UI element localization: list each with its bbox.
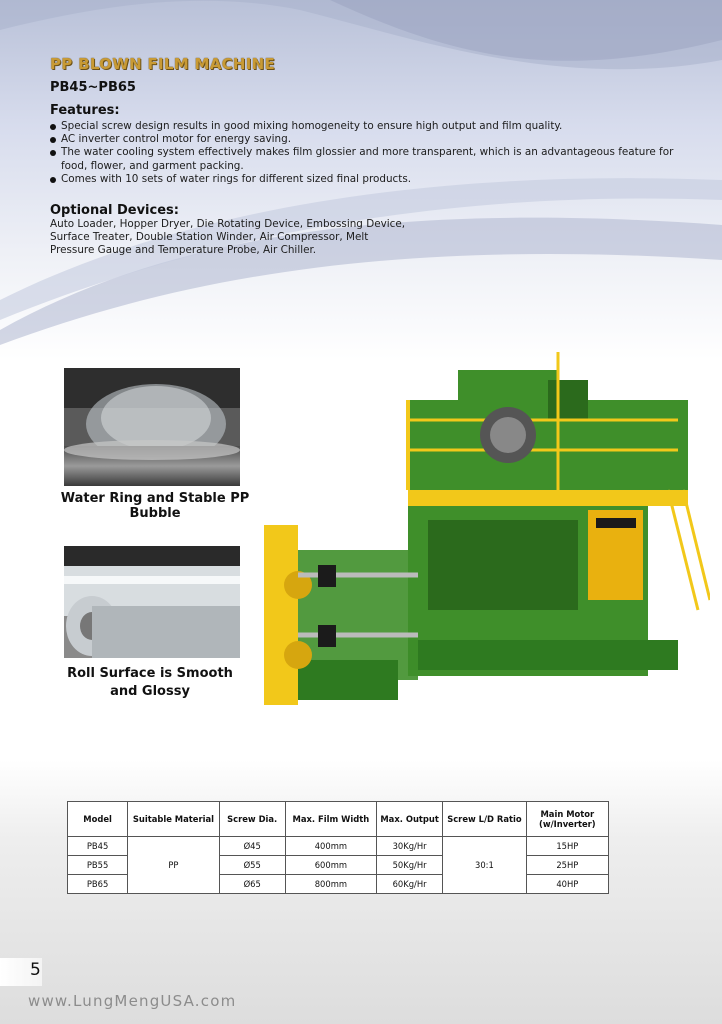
blown-film-machine-image <box>258 340 710 720</box>
website-url[interactable]: www.LungMengUSA.com <box>28 992 237 1010</box>
model-range: PB45~PB65 <box>50 80 136 95</box>
cell-motor: 15HP <box>526 837 608 856</box>
cell-film-width: 600mm <box>285 856 376 875</box>
col-header-motor <box>526 802 608 837</box>
cell-film-width: 400mm <box>285 837 376 856</box>
spec-table <box>67 801 609 894</box>
water-ring-caption: Water Ring and Stable PP Bubble <box>60 491 250 521</box>
roll-photo <box>64 546 240 658</box>
cell-output: 30Kg/Hr <box>377 837 443 856</box>
cell-output: 50Kg/Hr <box>377 856 443 875</box>
roll-caption-line2: and Glossy <box>110 684 190 699</box>
optional-devices-text: Auto Loader, Hopper Dryer, Die Rotating Device, Embossing Device, Surface Treater, Double Station Winder, Air Compressor, Melt Pressure Gauge and Temperature Probe, Air Chiller. <box>50 218 406 257</box>
features-heading: Features: <box>50 103 120 118</box>
col-header-film-width: Max. Film Width <box>285 802 376 837</box>
cell-model: PB45 <box>68 837 128 856</box>
cell-screw-dia: Ø65 <box>219 875 285 894</box>
features-list <box>49 120 699 186</box>
cell-screw-dia: Ø45 <box>219 837 285 856</box>
cell-motor: 25HP <box>526 856 608 875</box>
feature-item: Comes with 10 sets of water rings for different sized final products. <box>49 173 699 186</box>
col-header-ld-ratio: Screw L/D Ratio <box>443 802 526 837</box>
table-header-row <box>68 802 609 837</box>
cell-model: PB65 <box>68 875 128 894</box>
cell-ld-ratio: 30:1 <box>443 837 526 894</box>
cell-film-width: 800mm <box>285 875 376 894</box>
col-header-screw-dia: Screw Dia. <box>219 802 285 837</box>
cell-output: 60Kg/Hr <box>377 875 443 894</box>
col-header-material: Suitable Material <box>128 802 220 837</box>
col-header-output: Max. Output <box>377 802 443 837</box>
cell-screw-dia: Ø55 <box>219 856 285 875</box>
cell-model: PB55 <box>68 856 128 875</box>
feature-item: Special screw design results in good mixing homogeneity to ensure high output and film quality. <box>49 120 699 133</box>
page-title: PP BLOWN FILM MACHINE <box>50 55 276 73</box>
col-header-motor-line2: (w/Inverter) <box>539 819 596 829</box>
feature-item: AC inverter control motor for energy saving. <box>49 133 699 146</box>
page-number: 5 <box>30 960 41 980</box>
roll-caption-line1: Roll Surface is Smooth <box>67 666 233 681</box>
water-ring-photo <box>64 368 240 486</box>
col-header-motor-line1: Main Motor <box>540 809 595 819</box>
col-header-model: Model <box>68 802 128 837</box>
cell-motor: 40HP <box>526 875 608 894</box>
cell-material: PP <box>128 837 220 894</box>
table-row <box>68 837 609 856</box>
optional-devices-heading: Optional Devices: <box>50 203 179 218</box>
feature-item: The water cooling system effectively makes film glossier and more transparent, which is an advantageous feature for food, flower, and garment packing. <box>49 146 699 172</box>
